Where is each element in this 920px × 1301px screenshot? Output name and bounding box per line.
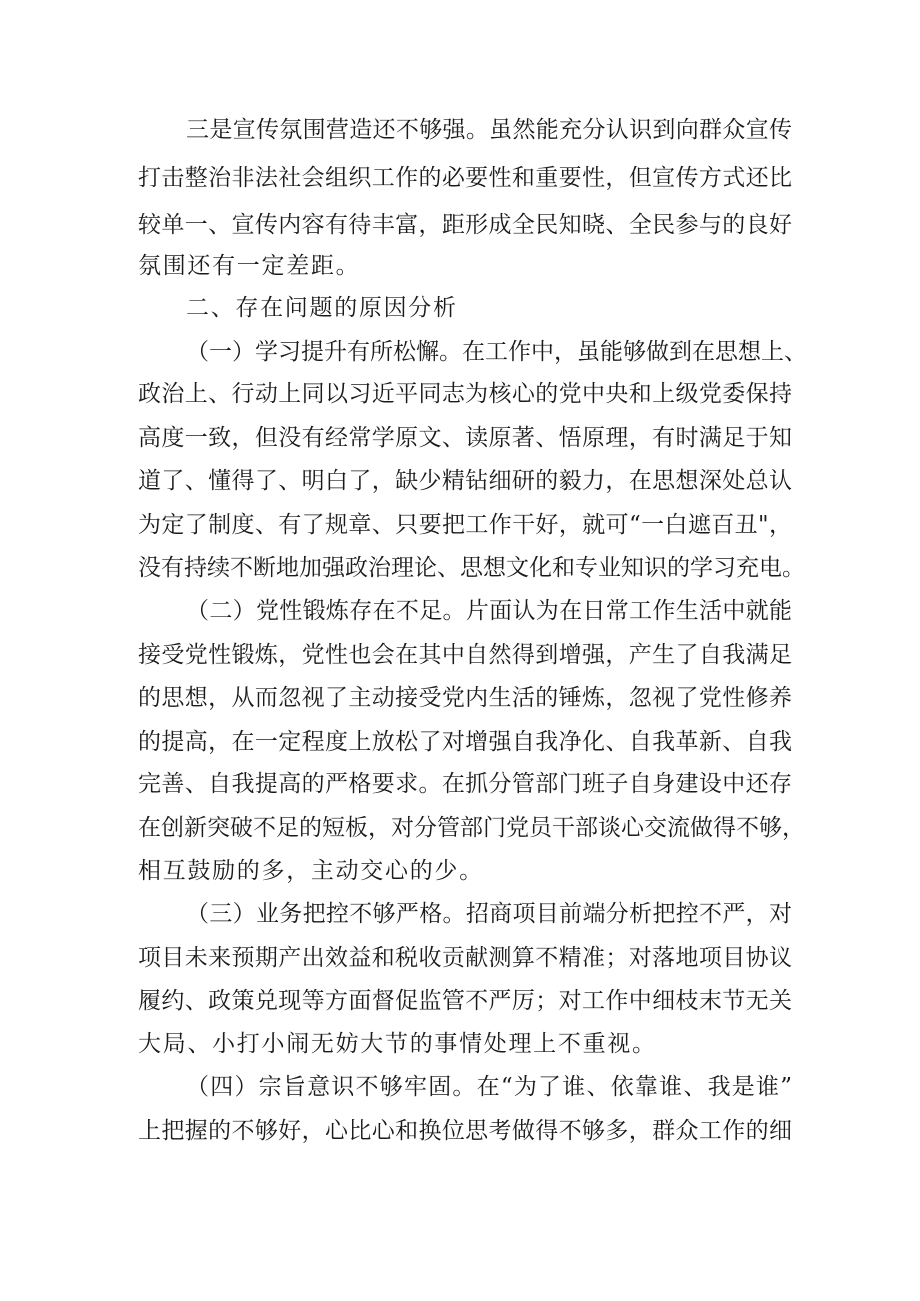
- paragraph-line: 相互鼓励的多，主动交心的少。: [138, 858, 484, 884]
- paragraph-line: 履约、政策兑现等方面督促监管不严厉；对工作中细枝末节无关: [138, 988, 792, 1014]
- paragraph-line: 没有持续不断地加强政治理论、思想文化和专业知识的学习充电。: [138, 555, 805, 581]
- paragraph-line: （四）宗旨意识不够牢固。在“为了谁、依靠谁、我是谁”: [186, 1074, 792, 1100]
- paragraph-line: 接受党性锻炼，党性也会在其中自然得到增强，产生了自我满足: [138, 642, 792, 668]
- paragraph-line: （二）党性锻炼存在不足。片面认为在日常工作生活中就能: [186, 598, 792, 624]
- paragraph-line: 高度一致，但没有经常学原文、读原著、悟原理，有时满足于知: [138, 425, 792, 451]
- paragraph-line: 项目未来预期产出效益和税收贡献测算不精准；对落地项目协议: [138, 945, 792, 971]
- paragraph-line: 较单一、宣传内容有待丰富，距形成全民知晓、全民参与的良好: [138, 212, 792, 238]
- paragraph-line: 的思想，从而忽视了主动接受党内生活的锤炼，忽视了党性修养: [138, 685, 792, 711]
- paragraph-line: 氛围还有一定差距。: [138, 253, 361, 279]
- paragraph-line: （一）学习提升有所松懈。在工作中，虽能够做到在思想上、: [186, 339, 807, 365]
- paragraph-line: 在创新突破不足的短板，对分管部门党员干部谈心交流做得不够，: [138, 815, 805, 841]
- paragraph-line: 的提高，在一定程度上放松了对增强自我净化、自我革新、自我: [138, 729, 792, 755]
- paragraph-line: 大局、小打小闹无妨大节的事情处理上不重视。: [138, 1031, 657, 1057]
- paragraph-line: 完善、自我提高的严格要求。在抓分管部门班子自身建设中还存: [138, 771, 792, 797]
- paragraph-line: 政治上、行动上同以习近平同志为核心的党中央和上级党委保持: [138, 381, 792, 407]
- paragraph-line: 三是宣传氛围营造还不够强。虽然能充分认识到向群众宣传: [186, 117, 792, 143]
- paragraph-line: 上把握的不够好，心比心和换位思考做得不够多，群众工作的细: [138, 1118, 792, 1144]
- paragraph-line: 为定了制度、有了规章、只要把工作干好，就可“一白遮百丑"，: [138, 512, 792, 538]
- paragraph-line: 道了、懂得了、明白了，缺少精钻细研的毅力，在思想深处总认: [138, 468, 792, 494]
- section-heading: 二、存在问题的原因分析: [186, 295, 458, 321]
- paragraph-line: （三）业务把控不够严格。招商项目前端分析把控不严，对: [186, 901, 792, 927]
- paragraph-line: 打击整治非法社会组织工作的必要性和重要性，但宣传方式还比: [138, 165, 792, 191]
